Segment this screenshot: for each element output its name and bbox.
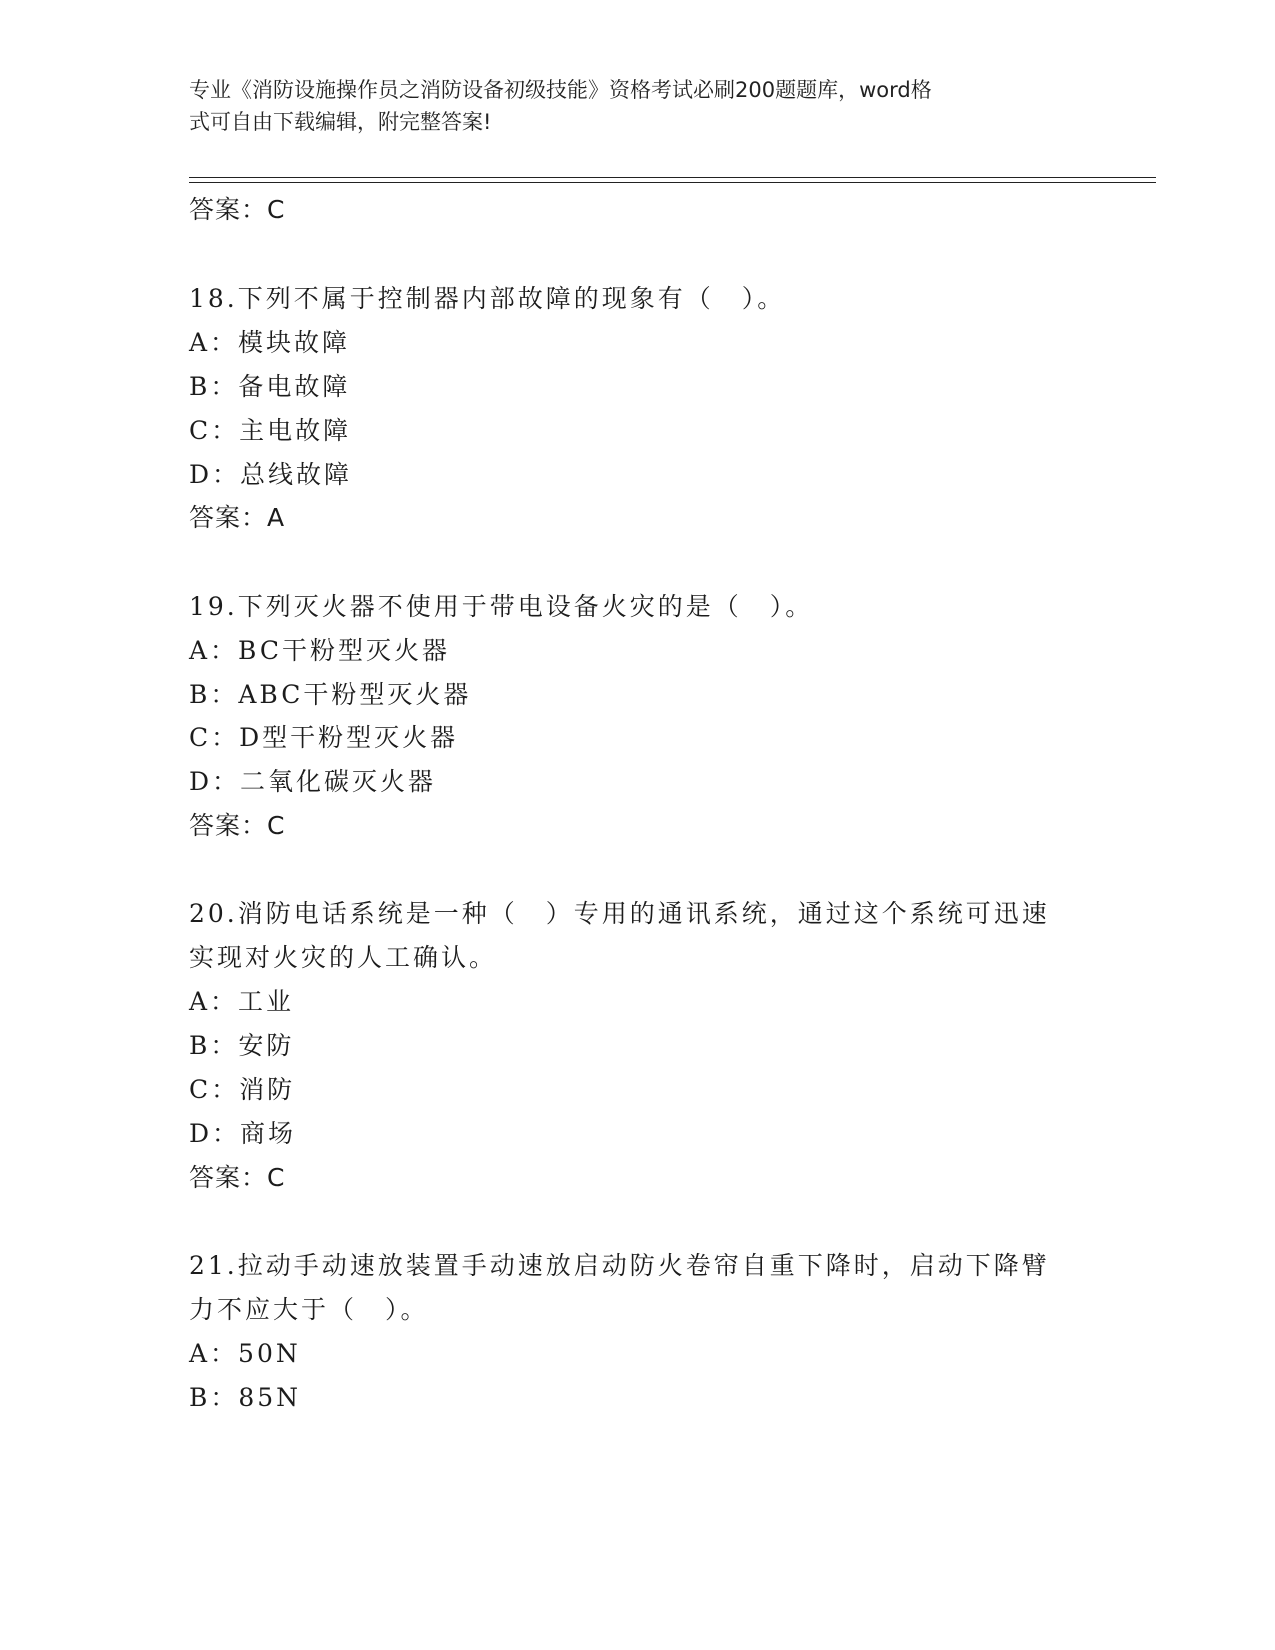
option-d: D：商场 (189, 1119, 297, 1148)
header-divider-top (189, 177, 1156, 178)
question-stem-continued: 实现对火灾的人工确认。 (189, 943, 498, 972)
option-c: C：消防 (189, 1075, 296, 1104)
document-header (189, 74, 1089, 138)
question-stem: 21.拉动手动速放装置手动速放启动防火卷帘自重下降时，启动下降臂 (189, 1251, 1050, 1280)
option-b: B：85N (189, 1383, 302, 1412)
option-a: A：BC干粉型灭火器 (189, 636, 451, 665)
answer-line: 答案：C (189, 1163, 286, 1192)
option-b: B：ABC干粉型灭火器 (189, 680, 472, 709)
option-d: D：二氧化碳灭火器 (189, 767, 437, 796)
answer-line: 答案：C (189, 195, 286, 224)
question-stem: 19.下列灭火器不使用于带电设备火灾的是（ ）。 (189, 592, 814, 621)
question-stem: 20.消防电话系统是一种（ ）专用的通讯系统，通过这个系统可迅速 (189, 899, 1050, 928)
option-d: D：总线故障 (189, 460, 353, 489)
option-b: B：备电故障 (189, 372, 351, 401)
option-a: A：工业 (189, 987, 295, 1016)
answer-line: 答案：C (189, 811, 286, 840)
header-line-2: 式可自由下载编辑，附完整答案! (189, 110, 492, 134)
question-stem-continued: 力不应大于（ ）。 (189, 1295, 429, 1324)
option-a: A：模块故障 (189, 328, 351, 357)
header-line-1: 专业《消防设施操作员之消防设备初级技能》资格考试必刷200题题库，word格 (189, 78, 932, 102)
question-stem: 18.下列不属于控制器内部故障的现象有（ ）。 (189, 284, 786, 313)
header-divider-bottom (189, 182, 1156, 183)
option-c: C：D型干粉型灭火器 (189, 723, 459, 752)
option-a: A：50N (189, 1339, 301, 1368)
option-c: C：主电故障 (189, 416, 352, 445)
answer-line: 答案：A (189, 503, 286, 532)
option-b: B：安防 (189, 1031, 295, 1060)
